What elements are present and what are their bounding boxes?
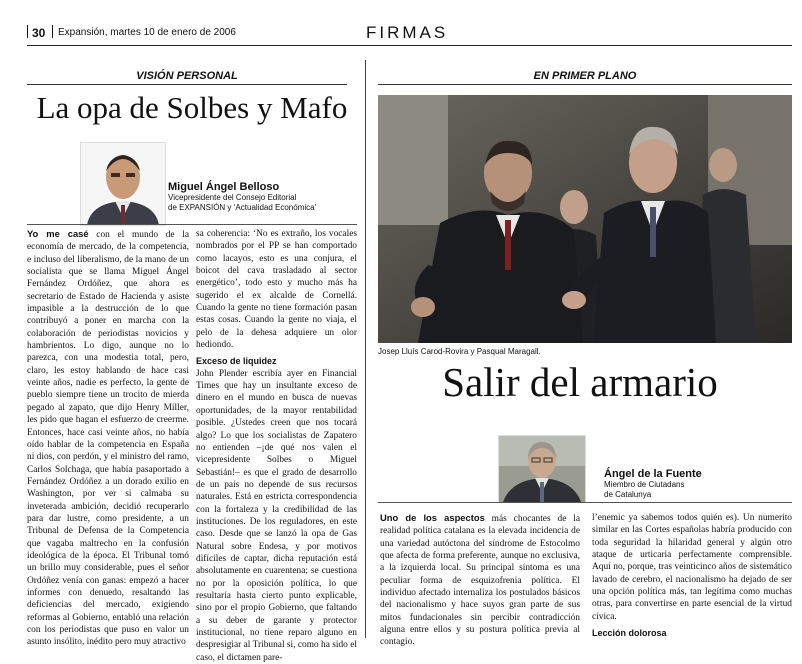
left-lead: Yo me casé — [27, 228, 89, 239]
left-author-name: Miguel Ángel Belloso — [168, 181, 280, 193]
right-kicker-rule — [378, 84, 792, 85]
left-column-1 — [27, 228, 189, 648]
header-bar — [27, 25, 28, 38]
left-author-role-1: Vicepresidente del Consejo Editorial — [168, 193, 297, 202]
right-column-2 — [592, 512, 792, 639]
right-headline: Salir del armario — [442, 359, 718, 405]
news-photo — [378, 95, 792, 343]
section-title: FIRMAS — [366, 23, 449, 42]
right-author-block — [604, 468, 784, 500]
left-kicker: VISIÓN PERSONAL — [136, 70, 238, 82]
left-author-block — [168, 181, 343, 213]
dateline: Expansión, martes 10 de enero de 2006 — [58, 27, 236, 38]
right-col1-text: más chocantes de la realidad política catalana es la elevada incidencia de una variedad autóctona del síndrome de Estocolmo que afecta de forma preferente, aunque no exclusiva, a la izquierda local. Su principal síntoma es una peculiar forma de esquizofrenia política. El individuo afectado internaliza los postulados básicos del nacionalismo y hace suyos gran parte de sus mitos fundacionales sin percibir contradicción alguna entre ellos y su postura política previa al contagio. — [380, 514, 580, 648]
left-column-2 — [196, 228, 357, 663]
photo-caption: Josep Lluís Carod-Rovira y Pasqual Maragall. — [378, 347, 541, 356]
right-author-role-2: de Catalunya — [604, 490, 652, 499]
right-author-portrait — [498, 435, 586, 503]
article-divider — [365, 60, 366, 638]
right-column-1 — [380, 512, 580, 648]
left-author-role-2: de EXPANSIÓN y ‘Actualidad Económica’ — [168, 203, 317, 212]
right-col2-text: l’enemic ya sabemos todos quién es). Un numerito similar en las Cortes españolas habría producido con toda seguridad la hilaridad general y algún otro ataque de urticaria perfectamente comprensible. Aquí no, porque, tras veinticinco años de sistemático lavado de cerebro, el nacionalismo ha dejado de ser una opción política más, tan legítima como muchas otras, para convertirse en parte esencial de la virtud cívica. — [592, 513, 792, 622]
left-col2-text-a: sa coherencia: ‘No es extraño, los vocales nombrados por el PP se han comportado como lacayos, esto es una conjura, el boicot del cava trasladado al sector energético’, todo esto y mucho más ha sugerido el ex alcalde de Cornellá. Cuando la gente no tiene formación pasan estas cosas. Cuando la gente no viaja, el pelo de la dehesa adquiere un olor hediondo. — [196, 229, 357, 351]
left-subhead: Exceso de liquidez — [196, 356, 277, 367]
left-body-rule — [27, 224, 357, 225]
right-body-rule — [378, 502, 792, 503]
left-col1-text: con el mundo de la economía de mercado, de la competencia, e incluso del liberalismo, de la mano de un socialista que se llama Miguel Ángel Fernández Ordóñez, que ahora es secretario de Estado de Hacienda y asiste impasible a la destrucción de lo que contribuyó a poner en marcha con la colaboración de periodistas novicios y hambrientos. Lo digo, aunque no lo parezca, con una modestia total, pero, claro, les estoy hablando de hace casi veinte años, nadie es perfecto, la gente de pueblo siempre tiene un trocito de mierda pegado al zapato, que dijo Henry Miller, les pido que hagan el esfuerzo de creerme. Entonces, hace casi veinte años, no había oído hablar de la competencia en España ni dios, con perdón, y el ministro del ramo, Carlos Solchaga, que había pasaportado a Fernández Ordóñez a un dorado exilio en Washington, por ver si calmaba su inveterada ambición, decidió recuperarlo para dar lustre, como presidente, a un Tribunal de Defensa de la Competencia que vagaba maltrecho en la confusión ideológica de la época. El Tribunal tomó un brillo muy considerable, pues el señor Ordóñez venía con ganas: empezó a hacer informes con denuedo, resaltando las deficiencias del mercado, exigiendo reformas al Gobierno, entabló una relación con los periodistas que puso en valor un asunto insólito, inédito pero muy atractivo — [27, 230, 189, 648]
right-author-role-1: Miembro de Ciutadans — [604, 480, 685, 489]
left-col2-text-b: John Plender escribía ayer en Financial Times que hay un insultante exceso de dinero en el mundo en busca de nuevas oportunidades, de la mayor rentabilidad posible. ¿Ustedes creen que nos tocará algo? Lo que los socialistas de Zapatero no entienden –¡de qué nos valen el vicepresidente Solbes o Miguel Sebastián!– es que el grado de desarrollo de un país no depende de sus recursos naturales. Está en estricta correspondencia con la fortaleza y la credibilidad de las instituciones. De los reguladores, en este caso. Desde que se lanzó la opa de Gas Natural sobre Endesa, y por motivos difíciles de captar, dicha reputación está absolutamente en cuarentena; se cuestiona no por la oposición política, lo que resultaría hasta cierto punto explicable, sino por el propio Gobierno, que faltando a su deber de garante y protector institucional, no tiene reparo alguno en despresigiar al Tribunal si, como ha sido el caso, el dictamen pare- — [196, 368, 357, 663]
right-lead: Uno de los aspectos — [380, 512, 485, 523]
author-portrait — [80, 142, 166, 226]
right-author-name: Ángel de la Fuente — [604, 468, 702, 480]
page-number: 30 — [32, 26, 46, 40]
header-separator — [52, 25, 53, 38]
right-kicker: EN PRIMER PLANO — [533, 70, 637, 82]
left-kicker-rule — [27, 84, 347, 85]
header-rule — [27, 45, 792, 46]
right-subhead: Lección dolorosa — [592, 628, 667, 639]
left-headline: La opa de Solbes y Mafo — [36, 90, 348, 125]
